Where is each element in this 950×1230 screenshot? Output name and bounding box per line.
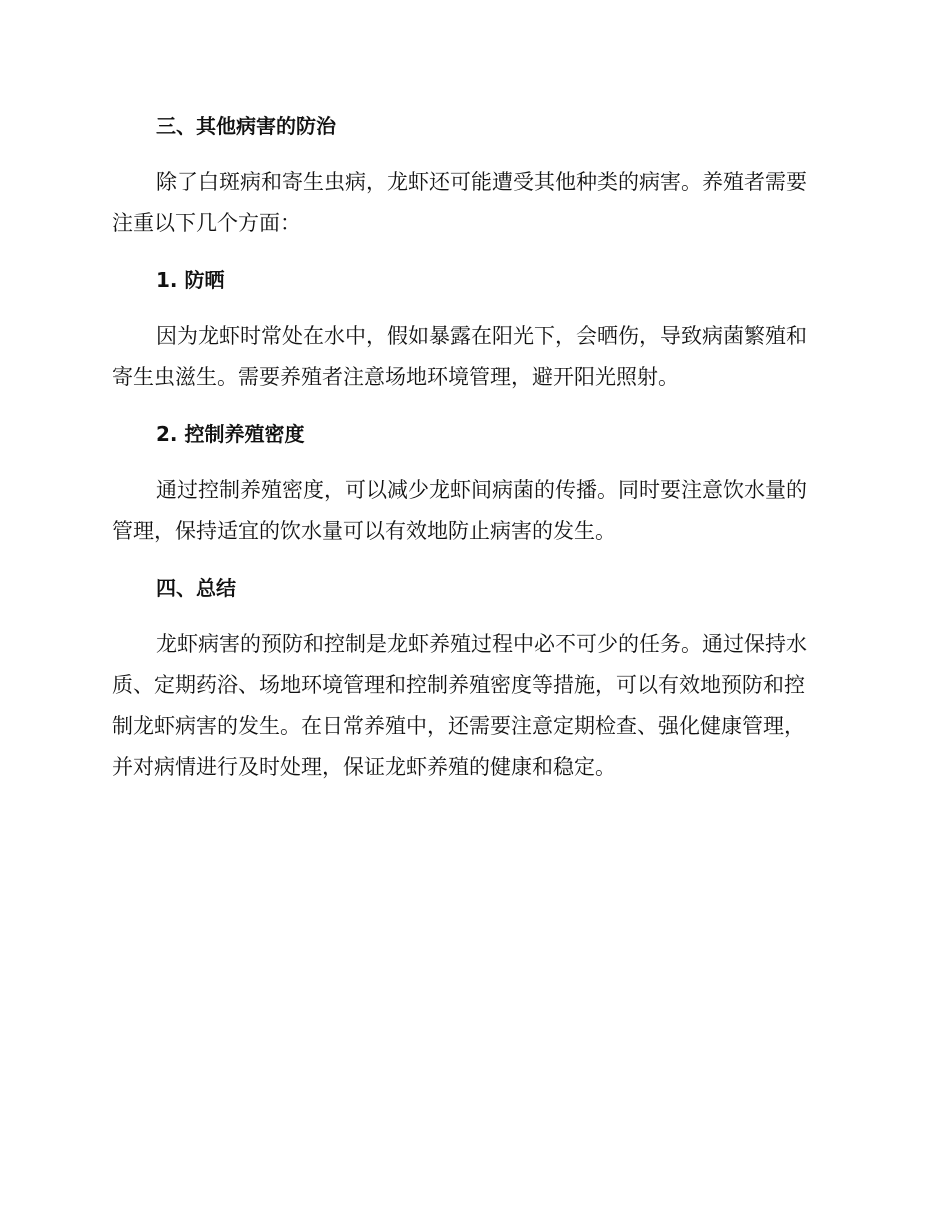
section-heading-stocking-density: 2. 控制养殖密度	[156, 422, 305, 446]
paragraph-line: 并对病情进行及时处理，保证龙虾养殖的健康和稳定。	[112, 755, 616, 779]
section-heading-summary: 四、总结	[156, 576, 236, 600]
paragraph-other-diseases	[112, 162, 832, 244]
paragraph-line: 因为龙虾时常处在水中，假如暴露在阳光下，会晒伤，导致病菌繁殖和	[156, 324, 807, 348]
paragraph-line: 除了白斑病和寄生虫病，龙虾还可能遭受其他种类的病害。养殖者需要	[156, 170, 807, 194]
paragraph-line: 质、定期药浴、场地环境管理和控制养殖密度等措施，可以有效地预防和控	[112, 673, 805, 697]
paragraph-line: 通过控制养殖密度，可以减少龙虾间病菌的传播。同时要注意饮水量的	[156, 478, 807, 502]
paragraph-line: 制龙虾病害的发生。在日常养殖中，还需要注意定期检查、强化健康管理，	[112, 714, 805, 738]
document-body	[112, 106, 832, 804]
paragraph-stocking-density	[112, 470, 832, 552]
section-heading-sun-protection: 1. 防晒	[156, 268, 225, 292]
paragraph-line: 寄生虫滋生。需要养殖者注意场地环境管理，避开阳光照射。	[112, 365, 679, 389]
paragraph-line: 龙虾病害的预防和控制是龙虾养殖过程中必不可少的任务。通过保持水	[156, 632, 807, 656]
paragraph-line: 注重以下几个方面：	[112, 211, 301, 235]
paragraph-summary	[112, 624, 832, 788]
paragraph-sun-protection	[112, 316, 832, 398]
paragraph-line: 管理，保持适宜的饮水量可以有效地防止病害的发生。	[112, 519, 616, 543]
section-heading-other-diseases: 三、其他病害的防治	[156, 114, 336, 138]
